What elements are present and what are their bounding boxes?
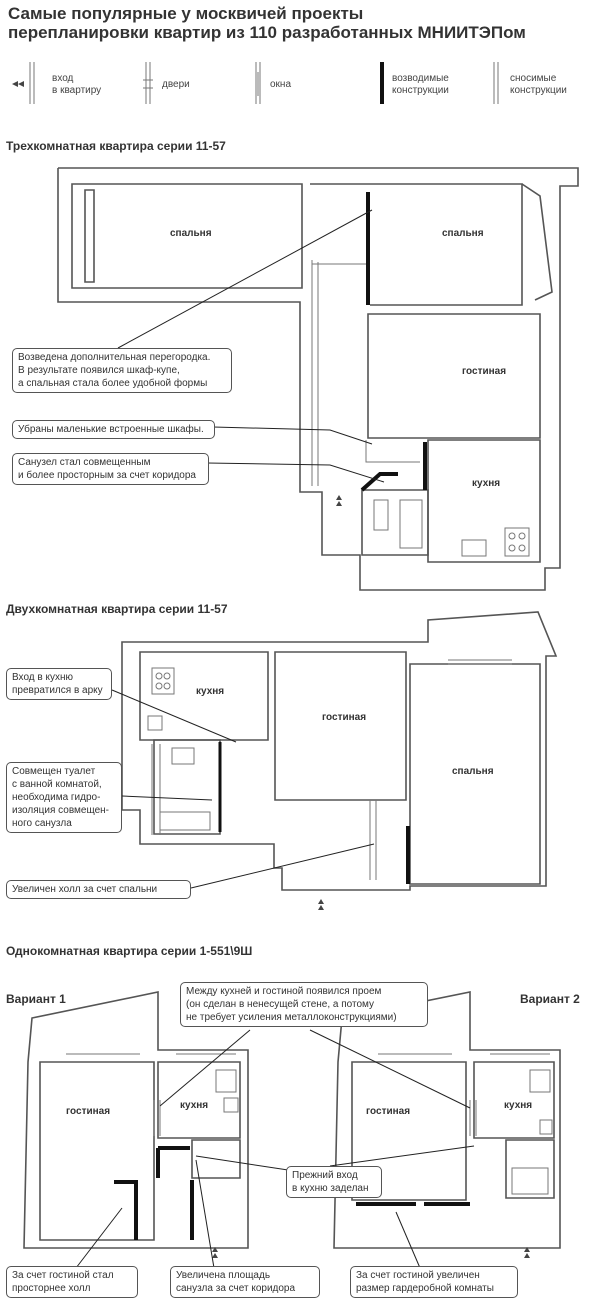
plan3-variant1-drawing [24,992,248,1258]
plan3-room-living-1: гостиная [66,1106,111,1117]
legend-demolished-label: сносимые конструкции [510,73,567,96]
plan1-note-bathroom: Санузел стал совмещенным и более просторным за счет коридора [12,453,209,485]
plan3-note-hall: За счет гостиной стал просторнее холл [6,1266,138,1298]
plan1-note-partition: Возведена дополнительная перегородка. В результате появился шкаф-купе, а спальная стала более удобной формы [12,348,232,393]
plan2-note-arch: Вход в кухню превратился в арку [6,668,112,700]
legend-entry-symbol [12,62,34,104]
plan2-heading: Двухкомнатная квартира серии 11-57 [6,602,228,616]
legend-door-symbol [143,62,153,104]
plan3-note-old-entry: Прежний вход в кухню заделан [286,1166,382,1198]
plan3-room-kitchen-2: кухня [504,1100,533,1111]
plan2-note-hall: Увеличен холл за счет спальни [6,880,191,899]
plan1-room-living: гостиная [462,366,507,377]
plan2-room-bedroom: спальня [452,766,494,777]
old-entry-leader [196,1156,288,1170]
plan3-variant2-label: Вариант 2 [520,992,580,1006]
title-line-2: перепланировки квартир из 110 разработанных МНИИТЭПом [8,23,526,42]
legend-window-symbol [256,62,260,104]
opening-leader-v1 [160,1030,250,1106]
plan2-room-living: гостиная [322,712,367,723]
plan3-note-bath: Увеличена площадь санузла за счет коридора [170,1266,320,1298]
plan1-room-bedroom-left: спальня [170,228,212,239]
plan2-note-toilet: Совмещен туалет с ванной комнатой, необходима гидро- изоляция совмещен- ного санузла [6,762,122,833]
legend-windows-label: окна [270,79,292,90]
plan1-room-kitchen: кухня [472,478,501,489]
plan1-room-bedroom-right: спальня [442,228,484,239]
plan2-room-kitchen: кухня [196,686,225,697]
opening-leader-v2 [310,1030,470,1108]
legend-built-label: возводимые конструкции [392,73,449,96]
wardrobe-leader [396,1212,420,1268]
plan3-room-kitchen-1: кухня [180,1100,209,1111]
plan1-heading: Трехкомнатная квартира серии 11-57 [6,139,226,153]
legend-entry-label: вход в квартиру [52,73,102,96]
plan3-variant1-label: Вариант 1 [6,992,66,1006]
plan3-note-opening: Между кухней и гостиной появился проем (он сделан в ненесущей стене, а потому не требует усиления металлоконструкциями) [180,982,428,1027]
plan3-variant2-drawing [334,992,560,1258]
plan3-heading: Однокомнатная квартира серии 1-551\9Ш [6,944,253,958]
legend-demolished-symbol [494,62,498,104]
plan3-note-wardrobe: За счет гостиной увеличен размер гардеробной комнаты [350,1266,518,1298]
plan3-room-living-2: гостиная [366,1106,411,1117]
plan2-drawing [112,612,556,910]
hall-leader [76,1208,122,1268]
title-line-1: Самые популярные у москвичей проекты [8,4,364,23]
bath-leader [196,1160,214,1268]
plan1-note-closets: Убраны маленькие встроенные шкафы. [12,420,215,439]
legend-doors-label: двери [162,79,190,90]
